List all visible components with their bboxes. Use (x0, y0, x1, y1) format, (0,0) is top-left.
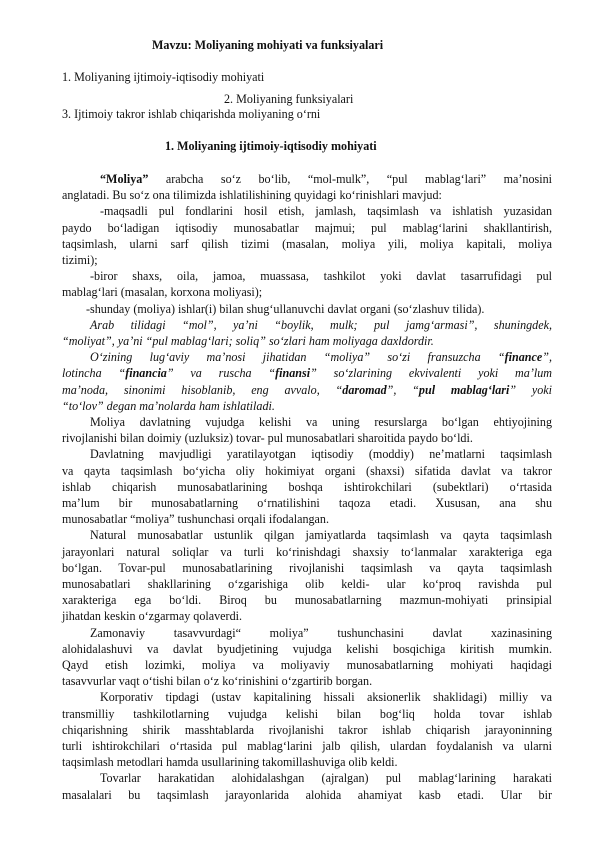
body-line: “moliyat”, ya’ni “pul mablag‘lari; soliq” so‘zlari ham moliyaga daxldordir. (62, 334, 434, 348)
body-line: jarayonlari natural soliqlar va turli ko‘rinishdagi shaxsiy to‘lanmalar xarakteriga ega (62, 544, 552, 559)
body-line: ma’noda, sinonimi hisoblanib, eng avvalo, “daromad”, “pul mablag‘lari” yoki (62, 382, 553, 397)
body-line: Tovarlar harakatidan alohidalashgan (ajralgan) pul mablag‘larining harakati (100, 771, 552, 786)
body-line: turli ishtirokchilari o‘rtasida pul mablag‘larini jalb qilish, ulardan foydalanish va ularni (62, 739, 552, 753)
body-line: munosabatlari shakllarining o‘zgarishiga olib keldi- ular ko‘proq ravishda pul (62, 577, 552, 591)
outline-item-1: 1. Moliyaning ijtimoiy-iqtisodiy mohiyati (62, 70, 265, 84)
body-line: rivojlanishi bilan doimiy (uzluksiz) tovar- pul munosabatlari sharoitida paydo bo‘ldi. (62, 431, 473, 446)
outline-item-3: 3. Ijtimoiy takror ishlab chiqarishda moliyaning o‘rni (62, 107, 321, 121)
body-line: tizimi); (62, 253, 98, 267)
body-line: munosabatlar “moliya” tushunchasi orqali ifodalangan. (62, 512, 329, 527)
body-line: taqsimlash metodlari hamda usullarining takomillashuviga olib keldi. (62, 755, 398, 770)
body-line: bo‘lgan. Tovar-pul munosabatlarining rivojlanishi taqsimlash va qayta taqsimlash (62, 560, 552, 575)
body-line: -maqsadli pul fondlarini hosil etish, jamlash, taqsimlash va ishlatish yuzasidan (100, 204, 552, 219)
body-line: taqsimlash, ularni sarf qilish tizimi (masalan, moliya yili, moliya kapitali, moliya (62, 236, 552, 251)
body-line: Davlatning mavjudligi yaratilayotgan iqtisodiy (moddiy) ne’matlarni taqsimlash (90, 447, 552, 462)
body-line: jihatdan keskin o‘zgarmay qolaverdi. (62, 609, 243, 624)
body-line: chiqarishning shirik masshtablarda rivojlanishi takror ishlab chiqarish jarayoninning (62, 722, 552, 737)
outline-item-2: 2. Moliyaning funksiyalari (224, 92, 354, 106)
body-line: Moliya davlatning vujudga kelishi va uning resurslarga bo‘lgan ehtiyojining (90, 415, 552, 429)
body-line: Korporativ tipdagi (ustav kapitalining hissali aksionerlik shaklidagi) milliy va (100, 690, 552, 705)
body-line: lotincha “financia” va ruscha “finansi” so‘zlarining ekvivalenti yoki ma’lum (62, 366, 552, 381)
body-line: Arab tilidagi “mol”, ya’ni “boylik, mulk; pul jamg‘armasi”, shuningdek, (90, 317, 552, 332)
body-line: Qayd etish lozimki, moliya va moliyaviy munosabatlarning mohiyati haqidagi (62, 658, 552, 672)
body-line: xarakteriga ega bo‘ldi. Biroq bu munosabatlarning mazmun-mohiyati prinsipial (62, 593, 552, 608)
body-line: va qayta taqsimlash bo‘yicha oliy hokimiyat organi (shaxsi) sifatida davlat va takror (62, 463, 552, 478)
body-line: tasavvurlar vaqt o‘tishi bilan o‘z ko‘rinishini o‘zgartirib borgan. (62, 674, 373, 689)
body-line: “to‘lov” degan ma’nolarda ham ishlatiladi. (62, 398, 275, 413)
body-line: “Moliya” arabcha so‘z bo‘lib, “mol-mulk”, “pul mablag‘lari” ma’nosini (100, 172, 552, 186)
body-line: mablag‘lari (masalan, korxona moliyasi); (62, 285, 263, 300)
body-line: Zamonaviy tasavvurdagi“ moliya” tushunchasini davlat xazinasining (90, 625, 552, 640)
document-title: Mavzu: Moliyaning mohiyati va funksiyalari (152, 38, 384, 52)
body-line: masalalari bu taqsimlash jarayonlarida alohida ahamiyat kasb etadi. Ular bir (62, 787, 552, 802)
body-line: transmilliy tashkilotlarning vujudga kelishi bilan bog‘liq holda tovar ishlab (62, 706, 552, 721)
body-line: Natural munosabatlar ustunlik qilgan jamiyatlarda taqsimlash va qayta taqsimlash (90, 528, 552, 543)
body-line: O‘zining lug‘aviy ma’nosi jihatidan “moliya” so‘zi fransuzcha “finance”, (90, 350, 552, 365)
section-heading: 1. Moliyaning ijtimoiy-iqtisodiy mohiyati (165, 139, 377, 153)
body-line: anglatadi. Bu so‘z ona tilimizda ishlatilishining quyidagi ko‘rinishlari mavjud: (62, 188, 442, 203)
body-line: ma’lum bir munosabatlarning o‘rnatilishini taqoza etadi. Xususan, ana shu (62, 496, 552, 510)
body-line: -biror shaxs, oila, jamoa, muassasa, tashkilot yoki davlat tasarrufidagi pul (90, 269, 552, 284)
body-line: -shunday (moliya) ishlar(i) bilan shug‘ullanuvchi davlat organi (so‘zlashuv tilida). (86, 301, 485, 316)
body-line: paydo bo‘ladigan iqtisodiy munosabatlar majmui; pul mablag‘larini shakllantirish, (62, 220, 552, 235)
body-line: alohidalashuvi va davlat byudjetining vujudga kelishi bosqichiga kiritish mumkin. (62, 641, 552, 656)
body-line: ishlab chiqarish munosabatlarining boshqa ishtirokchilari (subektlari) o‘rtasida (62, 479, 552, 494)
